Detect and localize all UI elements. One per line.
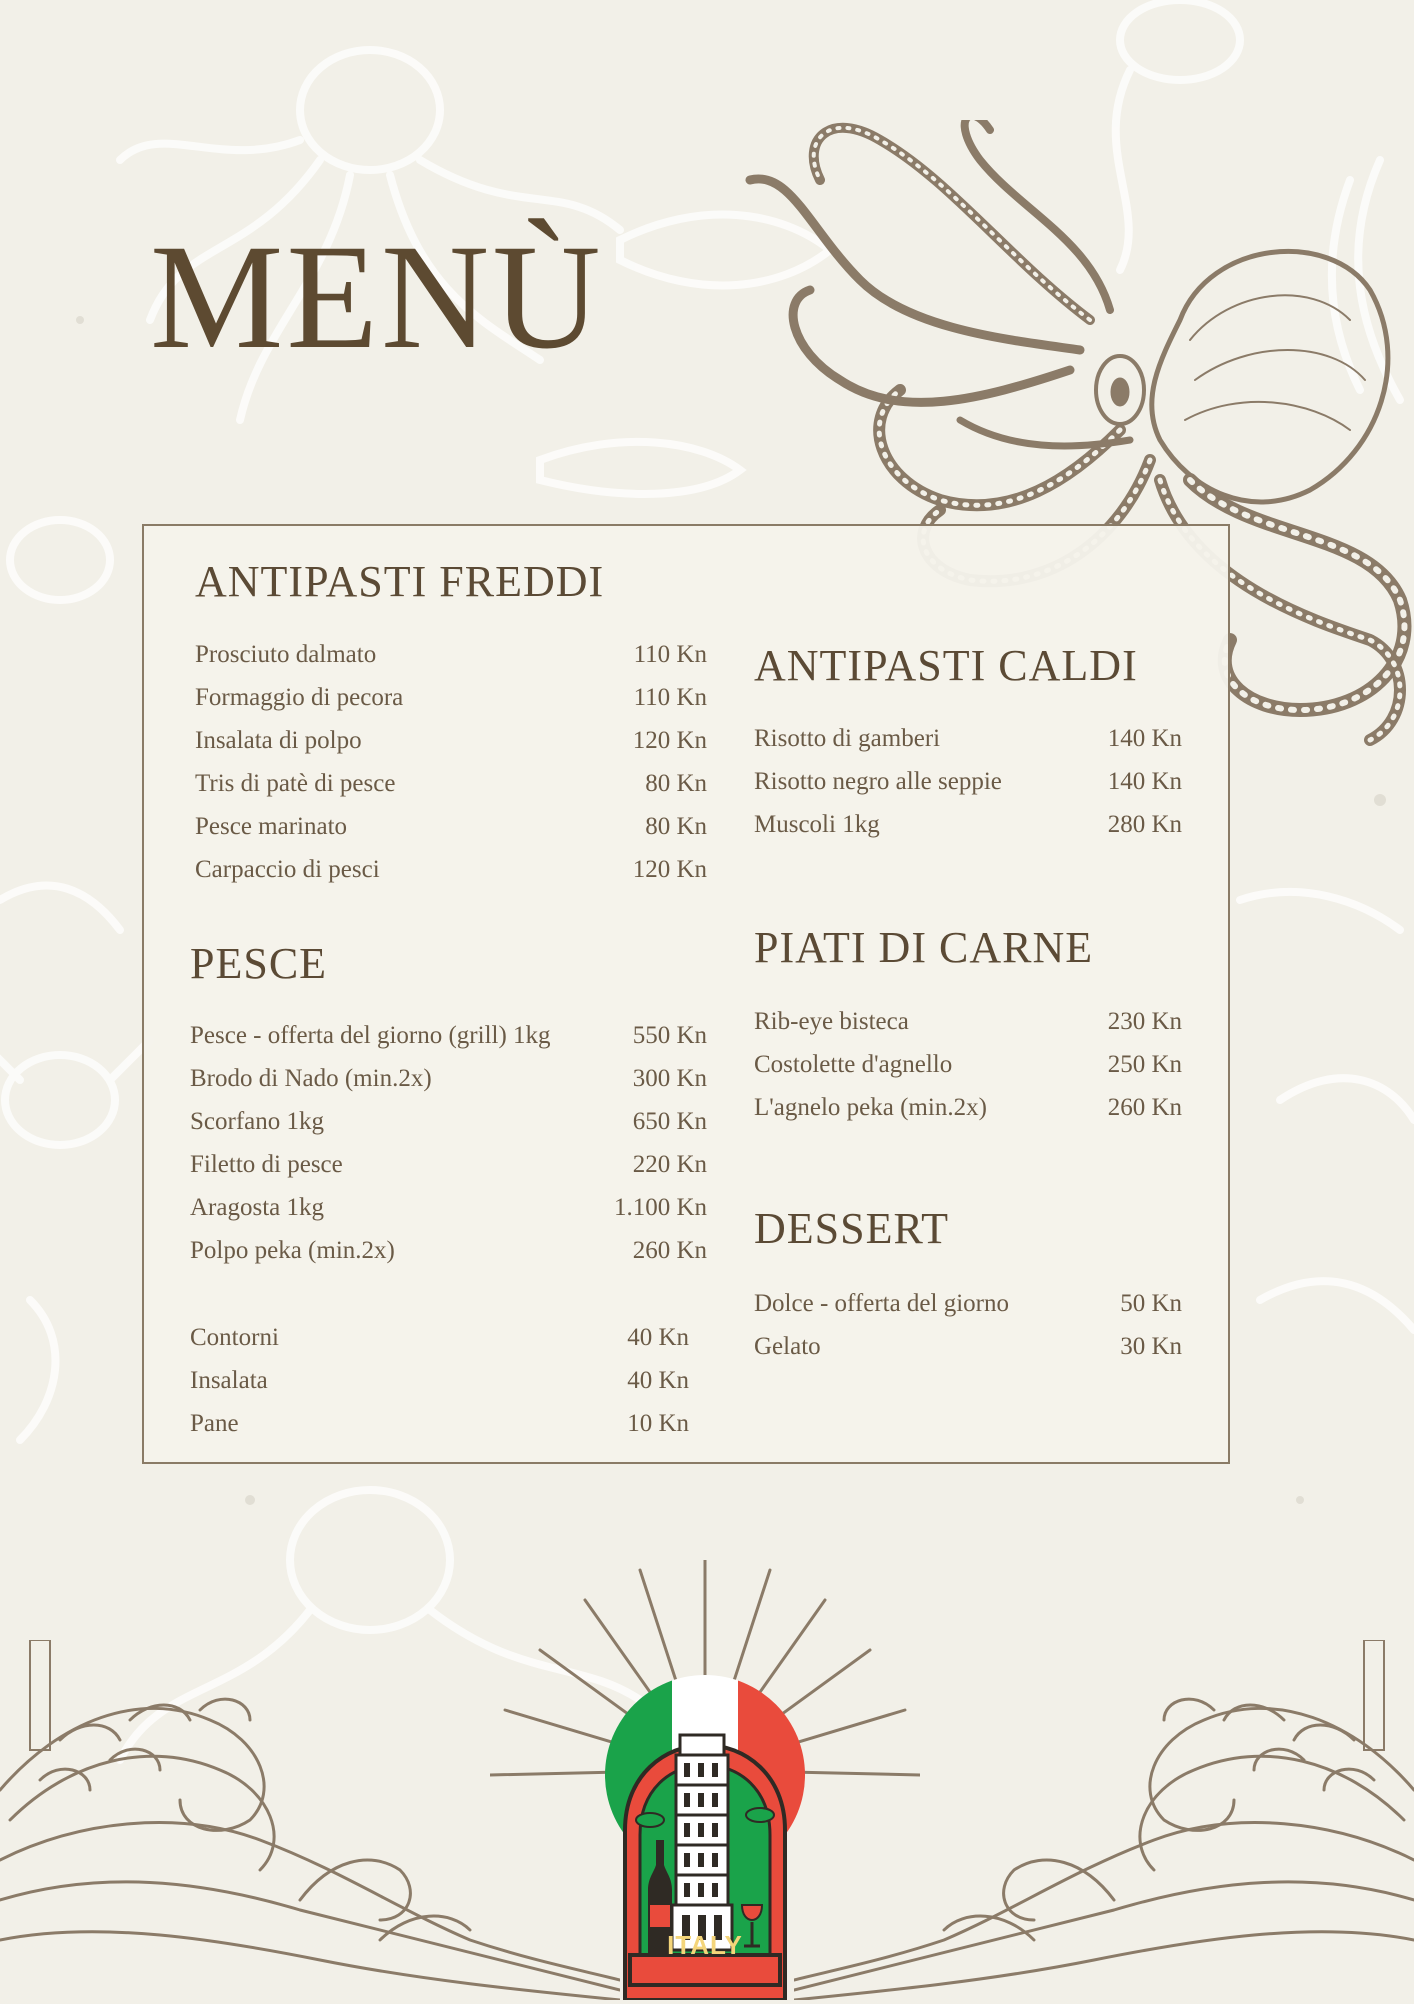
item-name: Pesce marinato (195, 813, 348, 840)
item-price: 550 Kn (632, 1022, 707, 1049)
item-price: 260 Kn (1107, 1094, 1182, 1121)
item-name: Pane (190, 1410, 239, 1437)
list-item (195, 633, 707, 676)
item-name: Tris di patè di pesce (195, 770, 396, 797)
section-title-dessert: DESSERT (754, 1204, 950, 1253)
item-name: Prosciuto dalmato (195, 641, 377, 668)
list-item (190, 1186, 707, 1229)
list-item (195, 719, 707, 762)
item-name: Dolce - offerta del giorno (754, 1290, 1009, 1317)
item-name: Filetto di pesce (190, 1151, 343, 1178)
list-item (754, 1325, 1182, 1368)
list-item (754, 803, 1182, 846)
list-item (754, 1086, 1182, 1129)
item-price: 50 Kn (1120, 1290, 1182, 1317)
list-item (195, 805, 707, 848)
list-item (195, 848, 707, 891)
item-price: 110 Kn (633, 684, 707, 711)
item-price: 120 Kn (632, 856, 707, 883)
item-name: Contorni (190, 1324, 279, 1351)
item-name: Insalata di polpo (195, 727, 362, 754)
section-title-piati-di-carne: PIATI DI CARNE (754, 923, 1094, 972)
badge-label: ITALY (667, 1930, 743, 1960)
list-item (190, 1229, 707, 1272)
item-name: Costolette d'agnello (754, 1051, 953, 1078)
item-price: 260 Kn (632, 1237, 707, 1264)
item-price: 30 Kn (1120, 1333, 1182, 1360)
item-name: Formaggio di pecora (195, 684, 404, 711)
item-price: 220 Kn (632, 1151, 707, 1178)
list-item (190, 1402, 689, 1445)
item-price: 40 Kn (627, 1324, 689, 1351)
list-item (754, 717, 1182, 760)
item-price: 280 Kn (1107, 811, 1182, 838)
item-price: 250 Kn (1107, 1051, 1182, 1078)
item-price: 140 Kn (1107, 725, 1182, 752)
list-item (190, 1057, 707, 1100)
section-title-antipasti-caldi: ANTIPASTI CALDI (754, 641, 1138, 690)
list-item (190, 1100, 707, 1143)
list-item (754, 1043, 1182, 1086)
list-item (190, 1316, 689, 1359)
item-name: Pesce - offerta del giorno (grill) 1kg (190, 1022, 551, 1049)
list-item (190, 1014, 707, 1057)
item-name: Muscoli 1kg (754, 811, 880, 838)
list-item (190, 1359, 689, 1402)
list-item (195, 762, 707, 805)
list-item (754, 760, 1182, 803)
item-price: 80 Kn (645, 770, 707, 797)
item-price: 650 Kn (632, 1108, 707, 1135)
item-name: L'agnelo peka (min.2x) (754, 1094, 987, 1121)
item-name: Aragosta 1kg (190, 1194, 324, 1221)
item-name: Gelato (754, 1333, 821, 1360)
item-price: 40 Kn (627, 1367, 689, 1394)
item-price: 80 Kn (645, 813, 707, 840)
item-price: 10 Kn (627, 1410, 689, 1437)
item-price: 140 Kn (1107, 768, 1182, 795)
section-title-antipasti-freddi: ANTIPASTI FREDDI (195, 557, 605, 606)
item-name: Risotto di gamberi (754, 725, 941, 752)
item-name: Carpaccio di pesci (195, 856, 380, 883)
item-name: Brodo di Nado (min.2x) (190, 1065, 432, 1092)
item-price: 110 Kn (633, 641, 707, 668)
item-name: Scorfano 1kg (190, 1108, 324, 1135)
item-name: Risotto negro alle seppie (754, 768, 1002, 795)
menu-title: MENÙ (150, 214, 604, 380)
section-title-pesce: PESCE (190, 939, 328, 988)
list-item (754, 1282, 1182, 1325)
item-price: 120 Kn (632, 727, 707, 754)
list-item (195, 676, 707, 719)
list-item (754, 1000, 1182, 1043)
item-name: Rib-eye bisteca (754, 1008, 909, 1035)
item-price: 1.100 Kn (613, 1194, 707, 1221)
menu-card (142, 524, 1230, 1464)
item-price: 230 Kn (1107, 1008, 1182, 1035)
item-price: 300 Kn (632, 1065, 707, 1092)
list-item (190, 1143, 707, 1186)
item-name: Polpo peka (min.2x) (190, 1237, 395, 1264)
item-name: Insalata (190, 1367, 268, 1394)
